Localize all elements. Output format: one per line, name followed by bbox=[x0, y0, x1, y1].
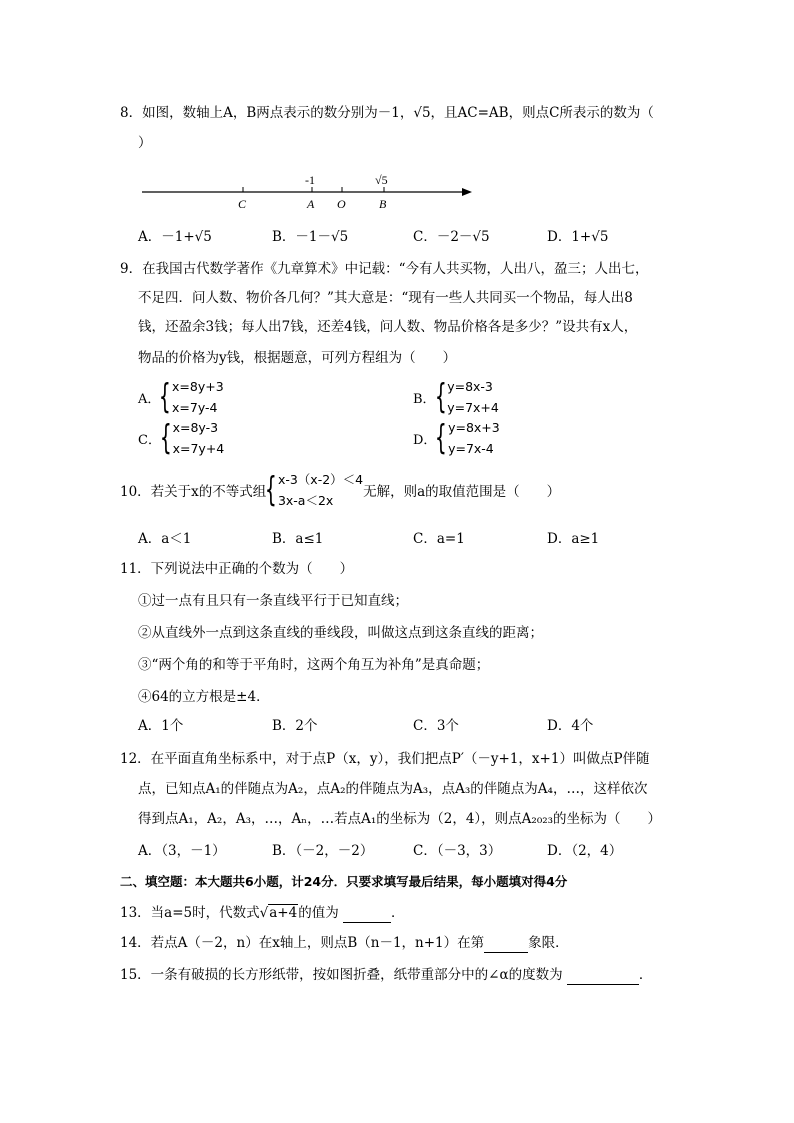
option-label: B． bbox=[413, 391, 436, 407]
label-B: B bbox=[379, 197, 387, 211]
q11-item-3: ③“两个角的和等于平角时，这两个角互为补角”是真命题； bbox=[138, 657, 490, 673]
equation: x=7y-4 bbox=[172, 400, 218, 415]
equation: y=8x+3 bbox=[448, 420, 500, 435]
q13-pre: 13．当a=5时，代数式 bbox=[120, 905, 260, 921]
q11-item-4: ④64的立方根是±4． bbox=[138, 689, 270, 705]
q15-answer-blank[interactable] bbox=[567, 966, 639, 985]
sqrt-expression bbox=[260, 904, 299, 922]
q9-option-c[interactable] bbox=[138, 417, 224, 459]
q9-option-a[interactable] bbox=[138, 376, 224, 418]
q13-post: 的值为 bbox=[298, 905, 339, 921]
q15 bbox=[120, 966, 652, 985]
label-A: A bbox=[307, 197, 315, 211]
q10-option-c[interactable]: C．a=1 bbox=[413, 531, 465, 547]
q8-option-b[interactable]: B．－1－√5 bbox=[272, 229, 349, 245]
q10-pre: 10．若关于x的不等式组 bbox=[120, 484, 267, 500]
q12-option-a[interactable]: A．（3，－1） bbox=[138, 843, 226, 859]
q12-line3: 得到点A₁，A₂，A₃，…，Aₙ，…若点A₁的坐标为（2，4），则点A₂₀₂₃的坐标为（ ） bbox=[138, 811, 662, 827]
q9-line4: 物品的价格为y钱，根据题意，可列方程组为（ ） bbox=[138, 350, 457, 366]
q10-post: 无解，则a的取值范围是（ ） bbox=[363, 484, 561, 500]
q12-option-b[interactable]: B．（－2，－2） bbox=[272, 843, 374, 859]
q11-item-1: ①过一点有且只有一条直线平行于已知直线； bbox=[138, 593, 408, 609]
equation: y=7x+4 bbox=[447, 400, 499, 415]
equation: x=8y-3 bbox=[172, 420, 219, 435]
q8-stem: 8．如图，数轴上A，B两点表示的数分别为－1，√5，且AC=AB，则点C所表示的数为（ bbox=[120, 105, 654, 121]
q10-option-d[interactable]: D．a≥1 bbox=[547, 531, 600, 547]
q11-option-d[interactable]: D．4个 bbox=[547, 718, 594, 734]
equation: y=8x-3 bbox=[447, 379, 493, 394]
q12-line2: 点，已知点A₁的伴随点为A₂，点A₂的伴随点为A₃，点A₃的伴随点为A₄，…，这样依次 bbox=[138, 781, 648, 797]
section-2-heading: 二、填空题：本大题共6小题，计24分．只要求填写最后结果，每小题填对得4分 bbox=[120, 874, 568, 889]
label-minus1: -1 bbox=[305, 173, 315, 187]
q8-number-line bbox=[140, 168, 480, 216]
inequality: x-3（x-2）＜4 bbox=[277, 472, 364, 487]
q11-option-b[interactable]: B．2个 bbox=[272, 718, 318, 734]
equation: x=8y+3 bbox=[172, 379, 224, 394]
q14 bbox=[120, 934, 569, 953]
label-C: C bbox=[238, 197, 247, 211]
equation: x=7y+4 bbox=[172, 441, 225, 456]
radical-icon: √ bbox=[259, 905, 269, 921]
q12-option-d[interactable]: D．（2，4） bbox=[547, 843, 623, 859]
q9-line2: 不足四．问人数、物价各几何？”其大意是：“现有一些人共同买一个物品，每人出8 bbox=[138, 290, 633, 306]
q8-option-c[interactable]: C．－2－√5 bbox=[413, 229, 490, 245]
q9-option-d[interactable] bbox=[413, 417, 500, 459]
q13-end: ． bbox=[391, 905, 405, 921]
radicand: a+4 bbox=[269, 905, 298, 921]
q11-option-a[interactable]: A．1个 bbox=[138, 718, 184, 734]
q15-end: ． bbox=[638, 967, 653, 983]
option-label: A． bbox=[138, 391, 161, 407]
inequality: 3x-a＜2x bbox=[277, 493, 334, 508]
q9-line1: 9．在我国古代数学著作《九章算术》中记载：“今有人共买物，人出八，盈三；人出七， bbox=[120, 261, 649, 277]
option-label: D． bbox=[413, 432, 437, 448]
brace-icon: { bbox=[434, 377, 447, 417]
q9-option-b[interactable] bbox=[413, 376, 499, 418]
q12-line1: 12．在平面直角坐标系中，对于点P（x，y），我们把点P′（－y+1，x+1）叫做点P伴随 bbox=[120, 751, 650, 767]
q13 bbox=[120, 904, 405, 923]
brace-icon: { bbox=[265, 470, 278, 510]
label-sqrt5: √5 bbox=[375, 173, 388, 187]
q8-option-d[interactable]: D．1+√5 bbox=[547, 229, 609, 245]
equation: y=7x-4 bbox=[448, 441, 494, 456]
q8-stem-close: ） bbox=[138, 135, 152, 151]
q15-pre: 15．一条有破损的长方形纸带，按如图折叠，纸带重部分中的∠α的度数为 bbox=[120, 967, 563, 983]
option-label: C． bbox=[138, 432, 161, 448]
q11-item-2: ②从直线外一点到这条直线的垂线段，叫做这点到这条直线的距离； bbox=[138, 625, 543, 641]
q11-option-c[interactable]: C．3个 bbox=[413, 718, 459, 734]
q14-pre: 14．若点A（－2，n）在x轴上，则点B（n－1，n+1）在第 bbox=[120, 935, 485, 951]
q8-option-a[interactable]: A．－1+√5 bbox=[138, 229, 212, 245]
q9-line3: 钱，还盈余3钱；每人出7钱，还差4钱，问人数、物品价格各是多少？”设共有x人， bbox=[138, 319, 638, 335]
q10-stem bbox=[120, 469, 560, 511]
label-O: O bbox=[337, 197, 346, 211]
q13-answer-blank[interactable] bbox=[343, 904, 391, 923]
brace-icon: { bbox=[435, 418, 448, 458]
number-line-arrow-icon bbox=[462, 188, 472, 196]
q14-post: 象限． bbox=[528, 935, 569, 951]
q10-option-b[interactable]: B．a≤1 bbox=[272, 531, 324, 547]
q12-option-c[interactable]: C．（－3，3） bbox=[413, 843, 502, 859]
q14-answer-blank[interactable] bbox=[484, 934, 528, 953]
q11-stem: 11．下列说法中正确的个数为（ ） bbox=[120, 561, 354, 577]
brace-icon: { bbox=[159, 377, 172, 417]
q10-option-a[interactable]: A．a＜1 bbox=[138, 531, 192, 547]
brace-icon: { bbox=[159, 418, 172, 458]
